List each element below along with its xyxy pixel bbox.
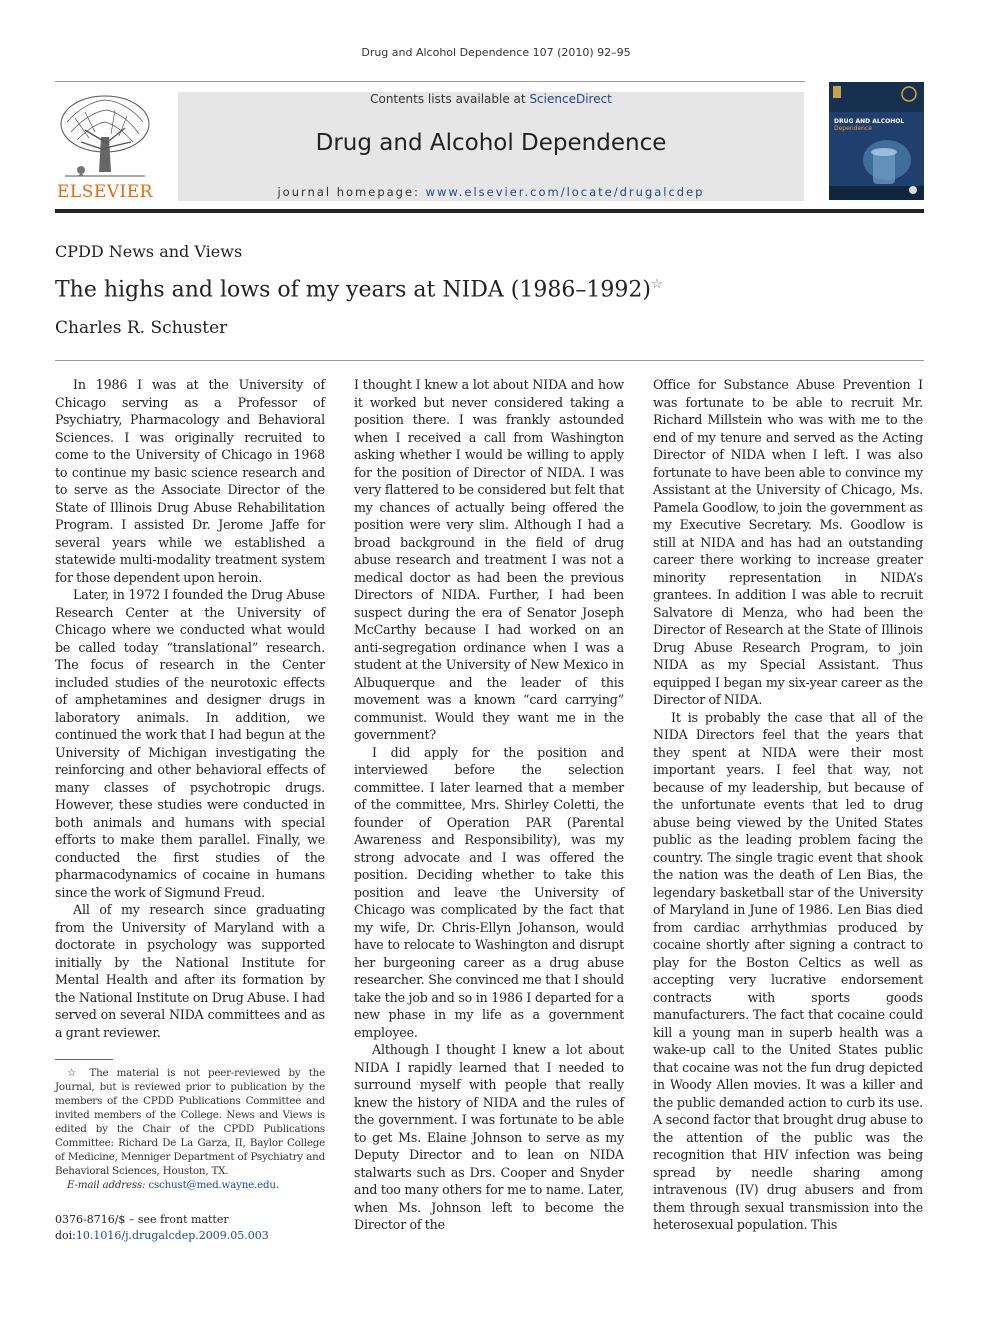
- homepage-prefix: journal homepage:: [277, 185, 426, 199]
- front-matter: [55, 1212, 269, 1244]
- doi-line: [55, 1228, 269, 1244]
- paragraph: I did apply for the position and interviewed before the selection committee. I later learned that a member of the committee, Mrs. Shirley Coletti, the founder of Operation PAR (Parental Awareness and Responsibility), was my strong advocate and I was offered the position. Deciding whether to take this position and leave the University of Chicago was complicated by the fact that my wife, Dr. Chris-Ellyn Johanson, would have to relocate to Washington and disrupt her burgeoning career as a drug abuse researcher. She convinced me that I should take the job and so in 1986 I departed for a new phase in my life as a government employee.: [354, 744, 624, 1040]
- email-link[interactable]: cschust@med.wayne.edu: [148, 1179, 276, 1191]
- sciencedirect-link[interactable]: ScienceDirect: [529, 92, 612, 106]
- paragraph: Although I thought I knew a lot about NIDA I rapidly learned that I needed to surround myself with people that really knew the history of NIDA and the rules of the government. I was fortunate to be able to get Ms. Elaine Johnson to serve as my Deputy Director and to lean on NIDA stalwarts such as Drs. Cooper and Snyder and too many others for me to name. Later, when Ms. Johnson left to become the Director of the: [354, 1042, 624, 1232]
- tree-icon: [55, 92, 155, 182]
- paragraph: It is probably the case that all of the NIDA Directors feel that the years that they spent at NIDA were their most important years. I feel that way, not because of my leadership, but because of the unfortunate events that led to drug abuse being viewed by the United States public as the leading problem facing the country. The single tragic event that shook the nation was the death of Len Bias, the legendary basketball star of the University of Maryland in June of 1986. Len Bias died from cardiac arrhythmias produced by cocaine shortly after signing a contract to play for the Boston Celtics as well as accepting very lucrative endorsement contracts with sports goods manufacturers. The fact that cocaine could kill a young man in superb health was a wake-up call to the United States public that cocaine was not the fun drug depicted in Woody Allen movies. It was a killer and the public demanded action to curb its use. A second factor that brought drug abuse to the attention of the public was the recognition that HIV infection was being spread by needle sharing among intravenous (IV) drug abusers and from them through sexual transmission into the heterosexual population. This: [653, 709, 923, 1232]
- author-rule: [55, 360, 924, 361]
- body-column-3: [653, 376, 923, 1234]
- issn-line: 0376-8716/$ – see front matter: [55, 1213, 229, 1226]
- footnote-star-icon[interactable]: ☆: [650, 277, 663, 292]
- paragraph: In 1986 I was at the University of Chicago serving as a Professor of Psychiatry, Pharmacology and Behavioral Sciences. I was originally recruited to come to the University of Chicago in 1968 to continue my basic science research and to serve as the Associate Director of the State of Illinois Drug Abuse Rehabilitation Program. I assisted Dr. Jerome Jaffe for several years while we established a statewide multi-modality treatment system for those dependent upon heroin.: [55, 377, 325, 585]
- paragraph: Office for Substance Abuse Prevention I was fortunate to be able to recruit Mr. Richard Millstein who was with me to the end of my tenure and served as the Acting Director of NIDA when I left. I was also fortunate to have been able to convince my Assistant at the University of Chicago, Ms. Pamela Goodlow, to join the government as my Executive Secretary. Ms. Goodlow is still at NIDA and has had an outstanding career there working to increase greater minority representation in NIDA’s grantees. In addition I was able to recruit Salvatore di Menza, who had been the Director of Research at the State of Illinois Drug Abuse Research Program, to join NIDA as my Special Assistant. Thus equipped I began my six-year career as the Director of NIDA.: [653, 377, 923, 707]
- email-label: E-mail address:: [67, 1179, 149, 1191]
- body-column-1: [55, 376, 325, 1041]
- footnote-star-icon: ☆: [67, 1067, 82, 1079]
- publisher-wordmark: ELSEVIER: [57, 182, 153, 202]
- elsevier-logo: [55, 92, 155, 202]
- cover-subtitle-text: Dependence: [834, 125, 872, 132]
- email-suffix: .: [275, 1179, 279, 1191]
- paragraph: Later, in 1972 I founded the Drug Abuse Research Center at the University of Chicago where we conducted what would be called today “translational” research. The focus of research in the Center included studies of the neurotoxic effects of amphetamines and designer drugs in laboratory animals. In addition, we continued the work that I had begun at the University of Michigan investigating the reinforcing and other behavioral effects of many classes of psychotropic drugs. However, these studies were conducted in both animals and humans with special efforts to make them parallel. Finally, we conducted the first studies of the pharmacodynamics of cocaine in humans since the work of Sigmund Freud.: [55, 587, 325, 900]
- footnote-rule: [55, 1059, 113, 1060]
- journal-banner: [178, 92, 804, 201]
- cover-art-icon: [829, 82, 924, 200]
- header-thick-rule: [55, 209, 924, 213]
- footnote-body: The material is not peer-reviewed by the Journal, but is reviewed prior to publication by the members of the CPDD Publications Committee and invited members of the College. News and Views is edited by the Chair of the CPDD Publications Committee: Richard De La Garza, II, Baylor College of Medicine, Menniger Department of Psychiatry and Behavioral Sciences, Houston, TX.: [55, 1067, 326, 1177]
- email-line: [55, 1178, 325, 1192]
- header-rule: [55, 81, 805, 82]
- contents-line: [178, 92, 804, 106]
- homepage-line: [178, 185, 804, 199]
- doi-link[interactable]: 10.1016/j.drugalcdep.2009.05.003: [75, 1229, 269, 1242]
- section-label: CPDD News and Views: [55, 242, 243, 261]
- author-name: Charles R. Schuster: [55, 318, 228, 338]
- footnote-text: [55, 1066, 325, 1178]
- cover-title: [834, 118, 904, 132]
- article-title-text: The highs and lows of my years at NIDA (1986–1992): [55, 277, 651, 303]
- body-column-2: [354, 376, 624, 1234]
- paragraph: I thought I knew a lot about NIDA and how it worked but never considered taking a position there. I was frankly astounded when I received a call from Washington asking whether I would be willing to apply for the position of Director of NIDA. I was very flattered to be considered but felt that my chances of actually being offered the position were very slim. Although I had a broad background in the field of drug abuse research and treatment I was not a medical doctor as had been the previous Directors of NIDA. Further, I had been suspect during the era of Senator Joseph McCarthy because I had worked on an anti-segregation ordinance when I was a student at the University of New Mexico in Albuquerque and the leader of this movement was a known “card carrying” communist. Would they want me in the government?: [354, 377, 624, 742]
- homepage-link[interactable]: www.elsevier.com/locate/drugalcdep: [425, 185, 705, 199]
- footnote: [55, 1066, 325, 1192]
- doi-prefix: doi:: [55, 1229, 76, 1242]
- cover-title-text: DRUG AND ALCOHOL: [834, 118, 905, 125]
- journal-title: Drug and Alcohol Dependence: [315, 130, 667, 156]
- paragraph: All of my research since graduating from the University of Maryland with a doctorate in psychology was supported initially by the National Institute for Mental Health and after its formation by the National Institute on Drug Abuse. I had served on several NIDA committees and as a grant reviewer.: [55, 902, 325, 1040]
- journal-cover: [829, 82, 924, 200]
- contents-prefix: Contents lists available at: [370, 92, 530, 106]
- journal-citation: Drug and Alcohol Dependence 107 (2010) 92–95: [361, 46, 631, 59]
- article-title: [55, 277, 663, 302]
